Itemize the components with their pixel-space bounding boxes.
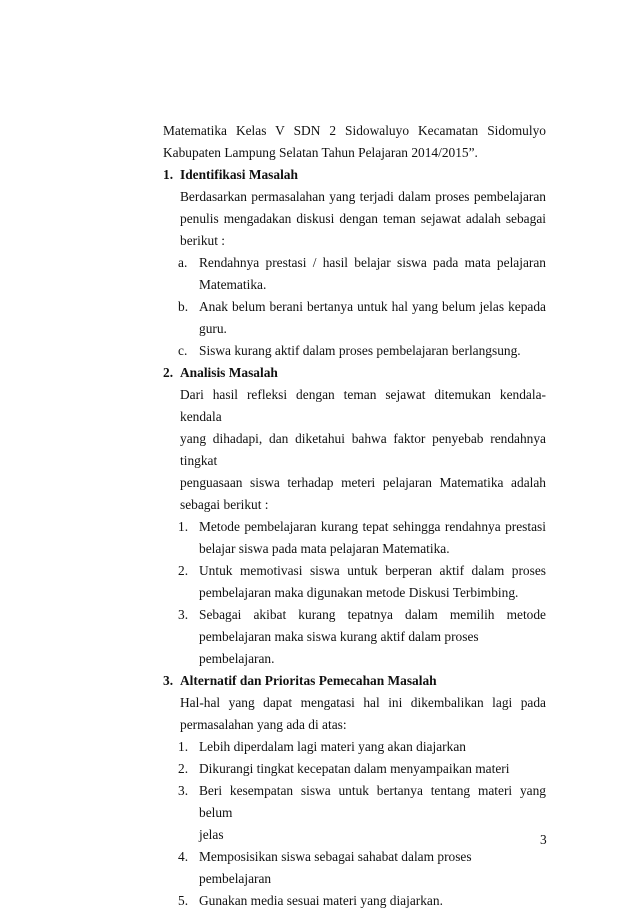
paragraph-line: penguasaan siswa terhadap meteri pelajaran Matematika adalah	[180, 475, 546, 490]
intro-line-1: Matematika Kelas V SDN 2 Sidowaluyo Kecamatan Sidomulyo	[163, 123, 546, 138]
section-heading-2	[163, 362, 546, 384]
list-item-line: jelas	[199, 827, 224, 842]
list-marker: 3.	[178, 607, 189, 622]
list-item-line: pembelajaran maka siswa kurang aktif dalam proses pembelajaran.	[199, 629, 479, 666]
list-item-line: Beri kesempatan siswa untuk bertanya tentang materi yang belum	[199, 783, 546, 820]
list-item	[163, 890, 546, 912]
section-2-body	[163, 384, 546, 516]
intro-paragraph	[163, 120, 546, 164]
paragraph-line: permasalahan yang ada di atas:	[180, 717, 347, 732]
section-number: 1.	[163, 167, 174, 182]
paragraph-line: berikut :	[180, 233, 225, 248]
section-1-body	[163, 186, 546, 252]
list-item-line: Memposisikan siswa sebagai sahabat dalam proses pembelajaran	[199, 849, 472, 886]
intro-line-2: Kabupaten Lampung Selatan Tahun Pelajaran 2014/2015”.	[163, 145, 478, 160]
list-marker: c.	[178, 343, 188, 358]
document-page	[163, 120, 546, 912]
section-title: Analisis Masalah	[180, 365, 278, 380]
paragraph-line: sebagai berikut :	[180, 497, 269, 512]
section-title: Alternatif dan Prioritas Pemecahan Masalah	[180, 673, 437, 688]
list-marker: 5.	[178, 893, 189, 908]
list-marker: 1.	[178, 519, 189, 534]
list-item	[163, 560, 546, 604]
list-item	[163, 846, 546, 890]
list-item-line: Anak belum berani bertanya untuk hal yang belum jelas kepada	[199, 299, 546, 314]
list-item-line: Dikurangi tingkat kecepatan dalam menyampaikan materi	[199, 761, 510, 776]
list-item	[163, 780, 546, 846]
list-marker: a.	[178, 255, 188, 270]
paragraph-line: penulis mengadakan diskusi dengan teman sejawat adalah sebagai	[180, 211, 546, 226]
section-number: 2.	[163, 365, 174, 380]
list-marker: 4.	[178, 849, 189, 864]
list-item-line: Rendahnya prestasi / hasil belajar siswa pada mata pelajaran	[199, 255, 546, 270]
list-item-line: guru.	[199, 321, 227, 336]
section-heading-1	[163, 164, 546, 186]
list-marker: b.	[178, 299, 189, 314]
section-3-body	[163, 692, 546, 736]
list-marker: 3.	[178, 783, 189, 798]
list-item-line: Sebagai akibat kurang tepatnya dalam memilih metode	[199, 607, 546, 622]
list-item-line: belajar siswa pada mata pelajaran Matematika.	[199, 541, 450, 556]
list-item-line: Metode pembelajaran kurang tepat sehingga rendahnya prestasi	[199, 519, 546, 534]
list-item	[163, 516, 546, 560]
section-heading-3	[163, 670, 546, 692]
list-item-line: pembelajaran maka digunakan metode Diskusi Terbimbing.	[199, 585, 519, 600]
paragraph-line: Berdasarkan permasalahan yang terjadi dalam proses pembelajaran	[180, 189, 546, 204]
list-item-line: Lebih diperdalam lagi materi yang akan diajarkan	[199, 739, 466, 754]
list-item	[163, 252, 546, 296]
paragraph-line: yang dihadapi, dan diketahui bahwa faktor penyebab rendahnya tingkat	[180, 431, 546, 468]
list-marker: 2.	[178, 563, 189, 578]
section-title: Identifikasi Masalah	[180, 167, 298, 182]
list-item-line: Matematika.	[199, 277, 267, 292]
section-number: 3.	[163, 673, 174, 688]
list-item	[163, 604, 546, 670]
list-item	[163, 296, 546, 340]
paragraph-line: Dari hasil refleksi dengan teman sejawat ditemukan kendala-kendala	[180, 387, 546, 424]
list-item	[163, 736, 546, 758]
paragraph-line: Hal-hal yang dapat mengatasi hal ini dikembalikan lagi pada	[180, 695, 546, 710]
list-item	[163, 340, 546, 362]
page-number: 3	[540, 832, 547, 847]
list-item-line: Untuk memotivasi siswa untuk berperan aktif dalam proses	[199, 563, 546, 578]
list-item	[163, 758, 546, 780]
list-marker: 2.	[178, 761, 189, 776]
list-item-line: Siswa kurang aktif dalam proses pembelajaran berlangsung.	[199, 343, 521, 358]
list-marker: 1.	[178, 739, 189, 754]
list-item-line: Gunakan media sesuai materi yang diajarkan.	[199, 893, 443, 908]
